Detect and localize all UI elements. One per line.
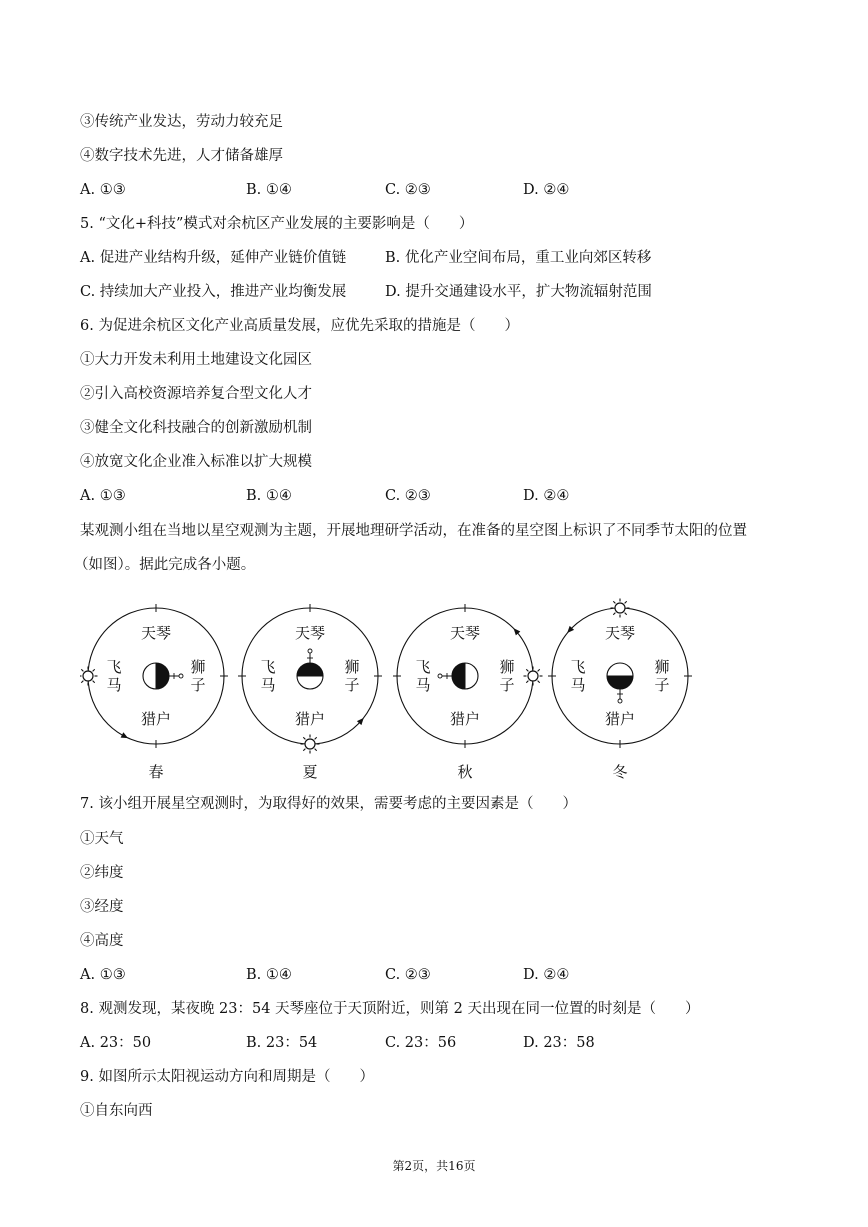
- option-4: ④数字技术先进，人才储备雄厚: [80, 148, 283, 164]
- label-leo: 子: [344, 676, 360, 694]
- season-chart: [548, 599, 692, 782]
- choice-d[interactable]: D. ②④: [523, 488, 570, 504]
- choice-c[interactable]: C. ②③: [385, 967, 431, 983]
- question-6-item-2: ②引入高校资源培养复合型文化人才: [80, 386, 312, 402]
- sun-icon: [611, 599, 630, 618]
- question-7-item-2: ②纬度: [80, 865, 124, 881]
- label-orion: 猎户: [140, 710, 172, 728]
- label-lyra: 天琴: [449, 624, 481, 642]
- intro-text-1: 某观测小组在当地以星空观测为主题，开展地理研学活动，在准备的星空图上标识了不同季节太阳的位置: [80, 523, 747, 539]
- label-pegasus: 飞: [570, 658, 586, 676]
- season-label: 夏: [302, 763, 318, 781]
- label-leo: 子: [654, 676, 670, 694]
- label-pegasus: 马: [106, 676, 122, 694]
- intro-text-2: （如图）。据此完成各小题。: [74, 557, 256, 573]
- star-chart-diagram: [80, 596, 720, 782]
- choice-5b[interactable]: B. 优化产业空间布局，重工业向郊区转移: [385, 250, 652, 266]
- sun-icon: [301, 735, 320, 754]
- season-chart: [80, 604, 228, 781]
- label-lyra: 天琴: [294, 624, 326, 642]
- label-pegasus: 马: [415, 676, 431, 694]
- option-3: ③传统产业发达，劳动力较充足: [80, 114, 283, 130]
- label-leo: 狮: [344, 658, 360, 676]
- question-8: 8. 观测发现，某夜晚 23：54 天琴座位于天顶附近，则第 2 天出现在同一位置的时刻是（ ）: [80, 1001, 700, 1017]
- question-9-item-1: ①自东向西: [80, 1103, 153, 1119]
- season-label: 秋: [457, 763, 473, 781]
- label-pegasus: 马: [260, 676, 276, 694]
- label-pegasus: 飞: [415, 658, 431, 676]
- label-orion: 猎户: [449, 710, 481, 728]
- season-label: 春: [148, 763, 164, 781]
- season-chart: [393, 604, 543, 781]
- choice-a[interactable]: A. 23：50: [80, 1035, 152, 1051]
- choice-b[interactable]: B. ①④: [246, 967, 292, 983]
- choice-5a[interactable]: A. 促进产业结构升级，延伸产业链价值链: [80, 250, 347, 266]
- choice-d[interactable]: D. ②④: [523, 182, 570, 198]
- choice-c[interactable]: C. 23：56: [385, 1035, 457, 1051]
- question-5: 5. “文化+科技”模式对余杭区产业发展的主要影响是（ ）: [80, 216, 474, 232]
- choice-a[interactable]: A. ①③: [80, 967, 126, 983]
- question-7-item-3: ③经度: [80, 899, 124, 915]
- question-6-item-3: ③健全文化科技融合的创新激励机制: [80, 420, 312, 436]
- choice-b[interactable]: B. ①④: [246, 182, 292, 198]
- label-lyra: 天琴: [604, 624, 636, 642]
- choice-a[interactable]: A. ①③: [80, 488, 126, 504]
- label-leo: 子: [499, 676, 515, 694]
- label-pegasus: 飞: [260, 658, 276, 676]
- choice-5d[interactable]: D. 提升交通建设水平，扩大物流辐射范围: [385, 284, 652, 300]
- label-pegasus: 马: [570, 676, 586, 694]
- question-7-item-4: ④高度: [80, 933, 124, 949]
- choice-5c[interactable]: C. 持续加大产业投入，推进产业均衡发展: [80, 284, 347, 300]
- label-leo: 狮: [190, 658, 206, 676]
- night-side: [156, 663, 169, 689]
- label-orion: 猎户: [604, 710, 636, 728]
- label-orion: 猎户: [294, 710, 326, 728]
- choice-c[interactable]: C. ②③: [385, 488, 431, 504]
- question-6-item-4: ④放宽文化企业准入标准以扩大规模: [80, 454, 312, 470]
- night-side: [607, 676, 633, 689]
- choice-b[interactable]: B. ①④: [246, 488, 292, 504]
- question-9: 9. 如图所示太阳视运动方向和周期是（ ）: [80, 1069, 374, 1085]
- label-leo: 狮: [654, 658, 670, 676]
- label-lyra: 天琴: [140, 624, 172, 642]
- choice-a[interactable]: A. ①③: [80, 182, 126, 198]
- season-chart: [238, 604, 382, 781]
- question-7: 7. 该小组开展星空观测时，为取得好的效果，需要考虑的主要因素是（ ）: [80, 796, 577, 812]
- choice-b[interactable]: B. 23：54: [246, 1035, 318, 1051]
- sun-icon: [524, 667, 543, 686]
- question-7-item-1: ①天气: [80, 831, 124, 847]
- label-leo: 子: [190, 676, 206, 694]
- season-label: 冬: [612, 763, 628, 781]
- label-pegasus: 飞: [106, 658, 122, 676]
- night-side: [452, 663, 465, 689]
- night-side: [297, 663, 323, 676]
- choice-c[interactable]: C. ②③: [385, 182, 431, 198]
- page-footer: 第2页，共16页: [392, 1159, 476, 1173]
- question-6: 6. 为促进余杭区文化产业高质量发展，应优先采取的措施是（ ）: [80, 318, 519, 334]
- choice-d[interactable]: D. 23：58: [523, 1035, 595, 1051]
- choice-d[interactable]: D. ②④: [523, 967, 570, 983]
- question-6-item-1: ①大力开发未利用土地建设文化园区: [80, 352, 312, 368]
- label-leo: 狮: [499, 658, 515, 676]
